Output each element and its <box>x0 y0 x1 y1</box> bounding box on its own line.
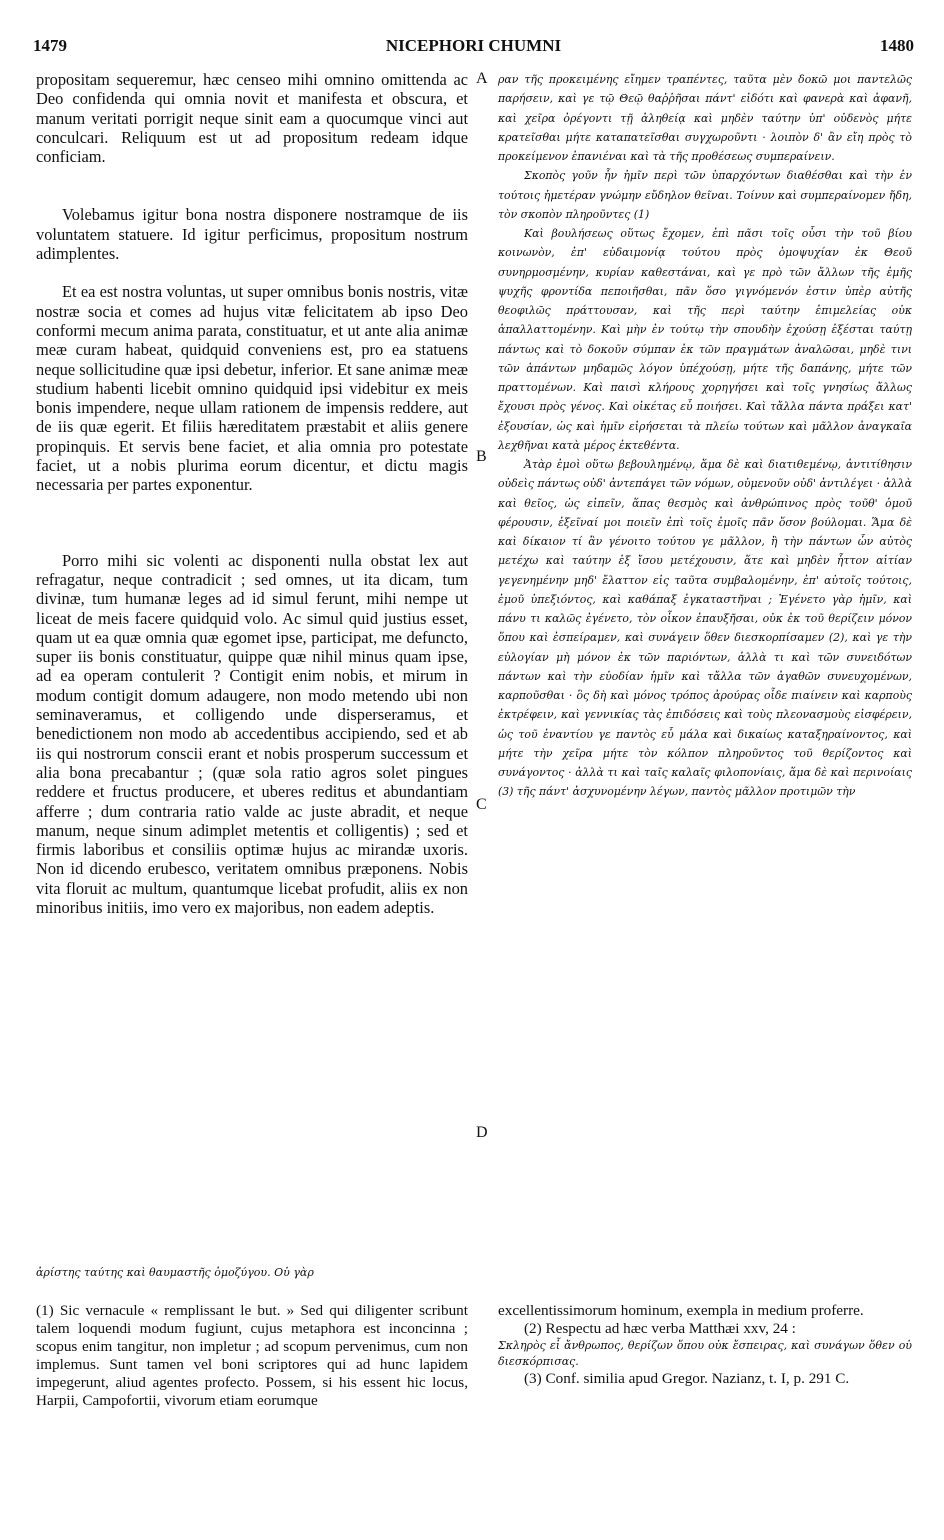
latin-paragraph-3: Et ea est nostra voluntas, ut super omnibus bonis nostris, vitæ nostræ socia et comes ad hujus vitæ felicitatem ab ipso Deo conformi mecum anima parata, constituatur, et ut ante alia animæ meæ curam habeat, quidquid conveniens est, pro ea statuens neque sollicitudine quæ ipsi debetur, inferior. Et sane animæ meæ studium habenti licebit omnino quidquid ipsi videbitur ex meis bonis impendere, neque ullam rationem de impensis reddere, aut de iis quæ egerit. Et filiis hæreditatem præstabit et aliis genere propinquis. Et servis bene faciet, et alia omnia pro potestate faciet, ut a nobis plurima eorum dicentur, et dictu magis necessaria per partes exponentur. <box>36 282 468 495</box>
greek-paragraph-2: Σκοπὸς γοῦν ἦν ἡμῖν περὶ τῶν ὑπαρχόντων διαθέσθαι καὶ τὴν ἐν τούτοις ἡμετέραν γνώμην εὔδηλον θεῖναι. Τοίνυν καὶ συμπεραίνομεν ἤδη, τὸν σκοπὸν πληροῦντες (1) <box>498 169 912 221</box>
footnote-2: (2) Respectu ad hæc verba Matthæi xxv, 24 : <box>524 1320 796 1337</box>
greek-column <box>498 70 912 802</box>
footnote-3: (3) Conf. similia apud Gregor. Nazianz, t. I, p. 291 C. <box>524 1370 850 1387</box>
footnote-2-greek: Σκληρὸς εἶ ἄνθρωπος, θερίζων ὅπου οὐκ ἔσπειρας, καὶ συνάγων ὅθεν οὐ διεσκόρπισας. <box>498 1339 912 1368</box>
latin-paragraph-4: Porro mihi sic volenti ac disponenti nulla obstat lex aut refragatur, neque contradicit ; sed omnes, ut ita dicam, tum divinæ, tum humanæ leges ad id simul ferunt, mihi nempe ut liceat de meis facere quidquid volo. Ac simul quid justius esset, quam ut ea quæ omnia quæ egomet ipse, participat, me defuncto, super iis bonis constituatur, quippe quæ nihil minus quam ipse, ad ea operam contulerit ? Contigit enim nobis, et mirum in modum contigit domum adaugere, non modo metendo ubi non seminaveramus, et colligendo unde disperseramus, et benedictionem non modo ab accedentibus accipiendo, sed et ab iis qui nostrorum conscii erant et nobis prosperum successum et alia bona precabantur ; (quæ sola ratio agros solet pingues reddere et fructus producere, et uberes reditus et abundantiam afferre ; dum contraria ratio valde ac juste abradit, et neque manum, neque sinum adimplet metentis et colligentis) ; sed et firmis laboribus et consiliis optimæ hujus ac mirandæ uxoris. Non id dicendo erubesco, veritatem omnibus præponens. Nobis vita floruit ac multum, quantumque licebat profudit, aliis ex non minoribus initiis, imo vero ex majoribus, non eadem adeptis. <box>36 550 468 917</box>
margin-letter-d: D <box>476 1124 488 1141</box>
page-number-left: 1479 <box>33 36 67 55</box>
greek-paragraph-4: Ἀτὰρ ἐμοὶ οὕτω βεβουλημένῳ, ἅμα δὲ καὶ διατιθεμένῳ, ἀντιτίθησιν οὐδεὶς πάντως οὐδ' ἀντεπάγει τῶν νόμων, οὐμενοῦν οὐδ' ἀντιλέγει · ἀλλὰ καὶ θεῖος, ὡς εἰπεῖν, ἅπας θεσμὸς καὶ ἀνθρώπινος πρὸς τοῦθ' ὁμοῦ φέρουσιν, ἐξεῖναί μοι ποιεῖν ἐπὶ τοῖς ἐμοῖς πᾶν ὅσον βούλομαι. Ἅμα δὲ καὶ δίκαιον τί ἂν γένοιτο τούτου γε μᾶλλον, ἢ τὴν πάντων ὧν αὐτὸς μετέχω καὶ ταύτην ἐξ ἴσου μετέχουσιν, ἅτε καὶ μηδὲν ἧττον αἰτίαν γεγενημένην μηδ' ἔλαττον εἰς ταῦτα συμβαλομένην, ἐπ' αὐτοῖς τούτοις, ἐμοῦ ὑπεξιόντος, καὶ καθάπαξ ἐγκαταστῆναι ; Ἐγένετο γὰρ ἡμῖν, καὶ πάνυ τι καλῶς ἐγένετο, τὸν οἶκον ἐπαυξῆσαι, οὐκ ἐκ τοῦ θερίζειν μόνον ὅπου καὶ ἐσπείραμεν, καὶ συνάγειν ὅθεν διεσκορπίσαμεν (2), καὶ γε τὴν εὐλογίαν μὴ μόνον ἐκ τῶν παριόντων, ἀλλὰ τι καὶ τῶν συνειδότων πάντων καὶ τὴν εὐοδίαν ἡμῖν καὶ τἄλλα τῶν ἀγαθῶν συνευχομένων, καρποῦσθαι · ὃς δὴ καὶ μόνος τρόπος ἀρούρας οἶδε πιαίνειν καὶ καρποὺς ἐκτρέφειν, καὶ γεννικίας τὰς ἐπιδόσεις καὶ τοὺς πλεονασμοὺς εἰσφέρειν, ὡς τοῦ ἐναντίου γε παντὸς εὖ μάλα καὶ δικαίως καταξηραίνοντος, καὶ μήτε τὴν χεῖρα μήτε τὸν κόλπον πληροῦντος τοῦ θερίζοντος καὶ συνάγοντος · ἀλλὰ τι καὶ ταῖς καλαῖς φιλοπονίαις, ἅμα δὲ καὶ περινοίαις (3) τῆς πάντ' ἀσχυνομένην λέγων, παντὸς μᾶλλον προτιμῶν τὴν <box>498 458 913 799</box>
margin-letter-b: B <box>476 448 487 465</box>
latin-paragraph-1: propositam sequeremur, hæc censeo mihi omnino omittenda ac Deo confidenda qui omnia novit et manifesta et obscura, et manum veritati porrigit neque sinit eam a quocumque vinci aut conculcari. Reliquum est ut ad propositum redeam idque conficiam. <box>36 70 468 167</box>
margin-letter-c: C <box>476 796 487 813</box>
greek-paragraph-3: Καὶ βουλήσεως οὕτως ἔχομεν, ἐπὶ πᾶσι τοῖς οὖσι τὴν τοῦ βίου κοινωνὸν, ἐπ' εὐδαιμονίᾳ τούτου πρὸς ὁμοψυχίαν ἐκ Θεοῦ συνηρμοσμένην, κυρίαν καθεστάναι, καὶ γε πρὸ τῶν ἄλλων τῆς ἐμῆς ψυχῆς φροντίδα πεποιῆσθαι, πᾶν ὅσο γιγνόμενόν ἐστιν ὑπὲρ αὐτῆς θεοφιλῶς πράττουσαν, καὶ τῆς περὶ ταύτην ἐπιμελείας οὐκ ἀπαλλαττομένην. Καὶ μὴν ἐν τούτῳ τὴν σπουδὴν ἐχούσῃ ἐξέσται ταύτῃ πάντως καὶ τὸ δοκοῦν σύμπαν ἐκ τῶν πραγμάτων ἀναλῶσαι, μηδὲ τινι τῶν ἁπάντων μηδαμῶς λόγον ὑπέχούσῃ, μήτε τῆς δαπάνης, μήτε τῶν πραττομένων. Καὶ παισὶ κλήρους χορηγήσει καὶ τοῖς γνησίως ἄλλως ἔχουσι πρὸς γένος. Καὶ οἰκέτας εὖ ποιήσει. Καὶ τἄλλα πάντα πράξει κατ' ἐξουσίαν, ὡς καὶ ἡμῖν εἰρήσεται τὰ πλείω τούτων καὶ μᾶλλον ἀναγκαῖα λεχθῆναι κατὰ μέρος ἐκτεθέντα. <box>498 227 912 452</box>
greek-paragraph-1: ραν τῆς προκειμένης εἴημεν τραπέντες, ταῦτα μὲν δοκῶ μοι παντελῶς παρήσειν, καὶ γε τῷ Θεῷ θαῤῥῆσαι πάντ' εἰδότι καὶ φανερὰ καὶ ἀφανῆ, καὶ χεῖρα ὀρέγοντι τῇ ἀληθείᾳ καὶ μηδὲν ταύτην ὑπ' οὐδενὸς μήτε κρατεῖσθαι μήτε καταπατεῖσθαι συγχωροῦντι · λοιπὸν δ' ἂν εἴη πρὸς τὸ προκείμενον ἐπανιέναι καὶ τὰ τῆς προθέσεως συμπεραίνειν. <box>498 73 912 163</box>
greek-continuation-line: ἀρίστης ταύτης καὶ θαυμαστῆς ὁμοζύγου. Οὐ γὰρ <box>36 1266 314 1279</box>
page-header <box>33 36 914 60</box>
footnote-1-continued: excellentissimorum hominum, exempla in medium proferre. <box>498 1302 864 1319</box>
footnote-left <box>36 1302 468 1410</box>
margin-letter-a: A <box>476 70 488 87</box>
footnote-right <box>498 1302 912 1388</box>
page-number-right: 1480 <box>880 36 914 55</box>
footnote-1: (1) Sic vernacule « remplissant le but. » Sed qui diligenter scribunt talem loquendi modum fugiunt, cujus metaphora est inconcinna ; scopus enim tangitur, non impletur ; ad scopum pervenimus, cum non implemus. Sunt tamen vel boni scriptores qui ad hunc lapidem impegerunt, aliud agentes profecto. Possem, si his essent hic locus, Harpii, Campofortii, vivorum etiam eorumque <box>36 1302 468 1409</box>
latin-paragraph-2: Volebamus igitur bona nostra disponere nostramque de iis voluntatem statuere. Id igitur perficimus, propositum nostrum adimplentes. <box>36 205 468 264</box>
running-title: NICEPHORI CHUMNI <box>385 36 562 55</box>
latin-column <box>36 70 468 917</box>
